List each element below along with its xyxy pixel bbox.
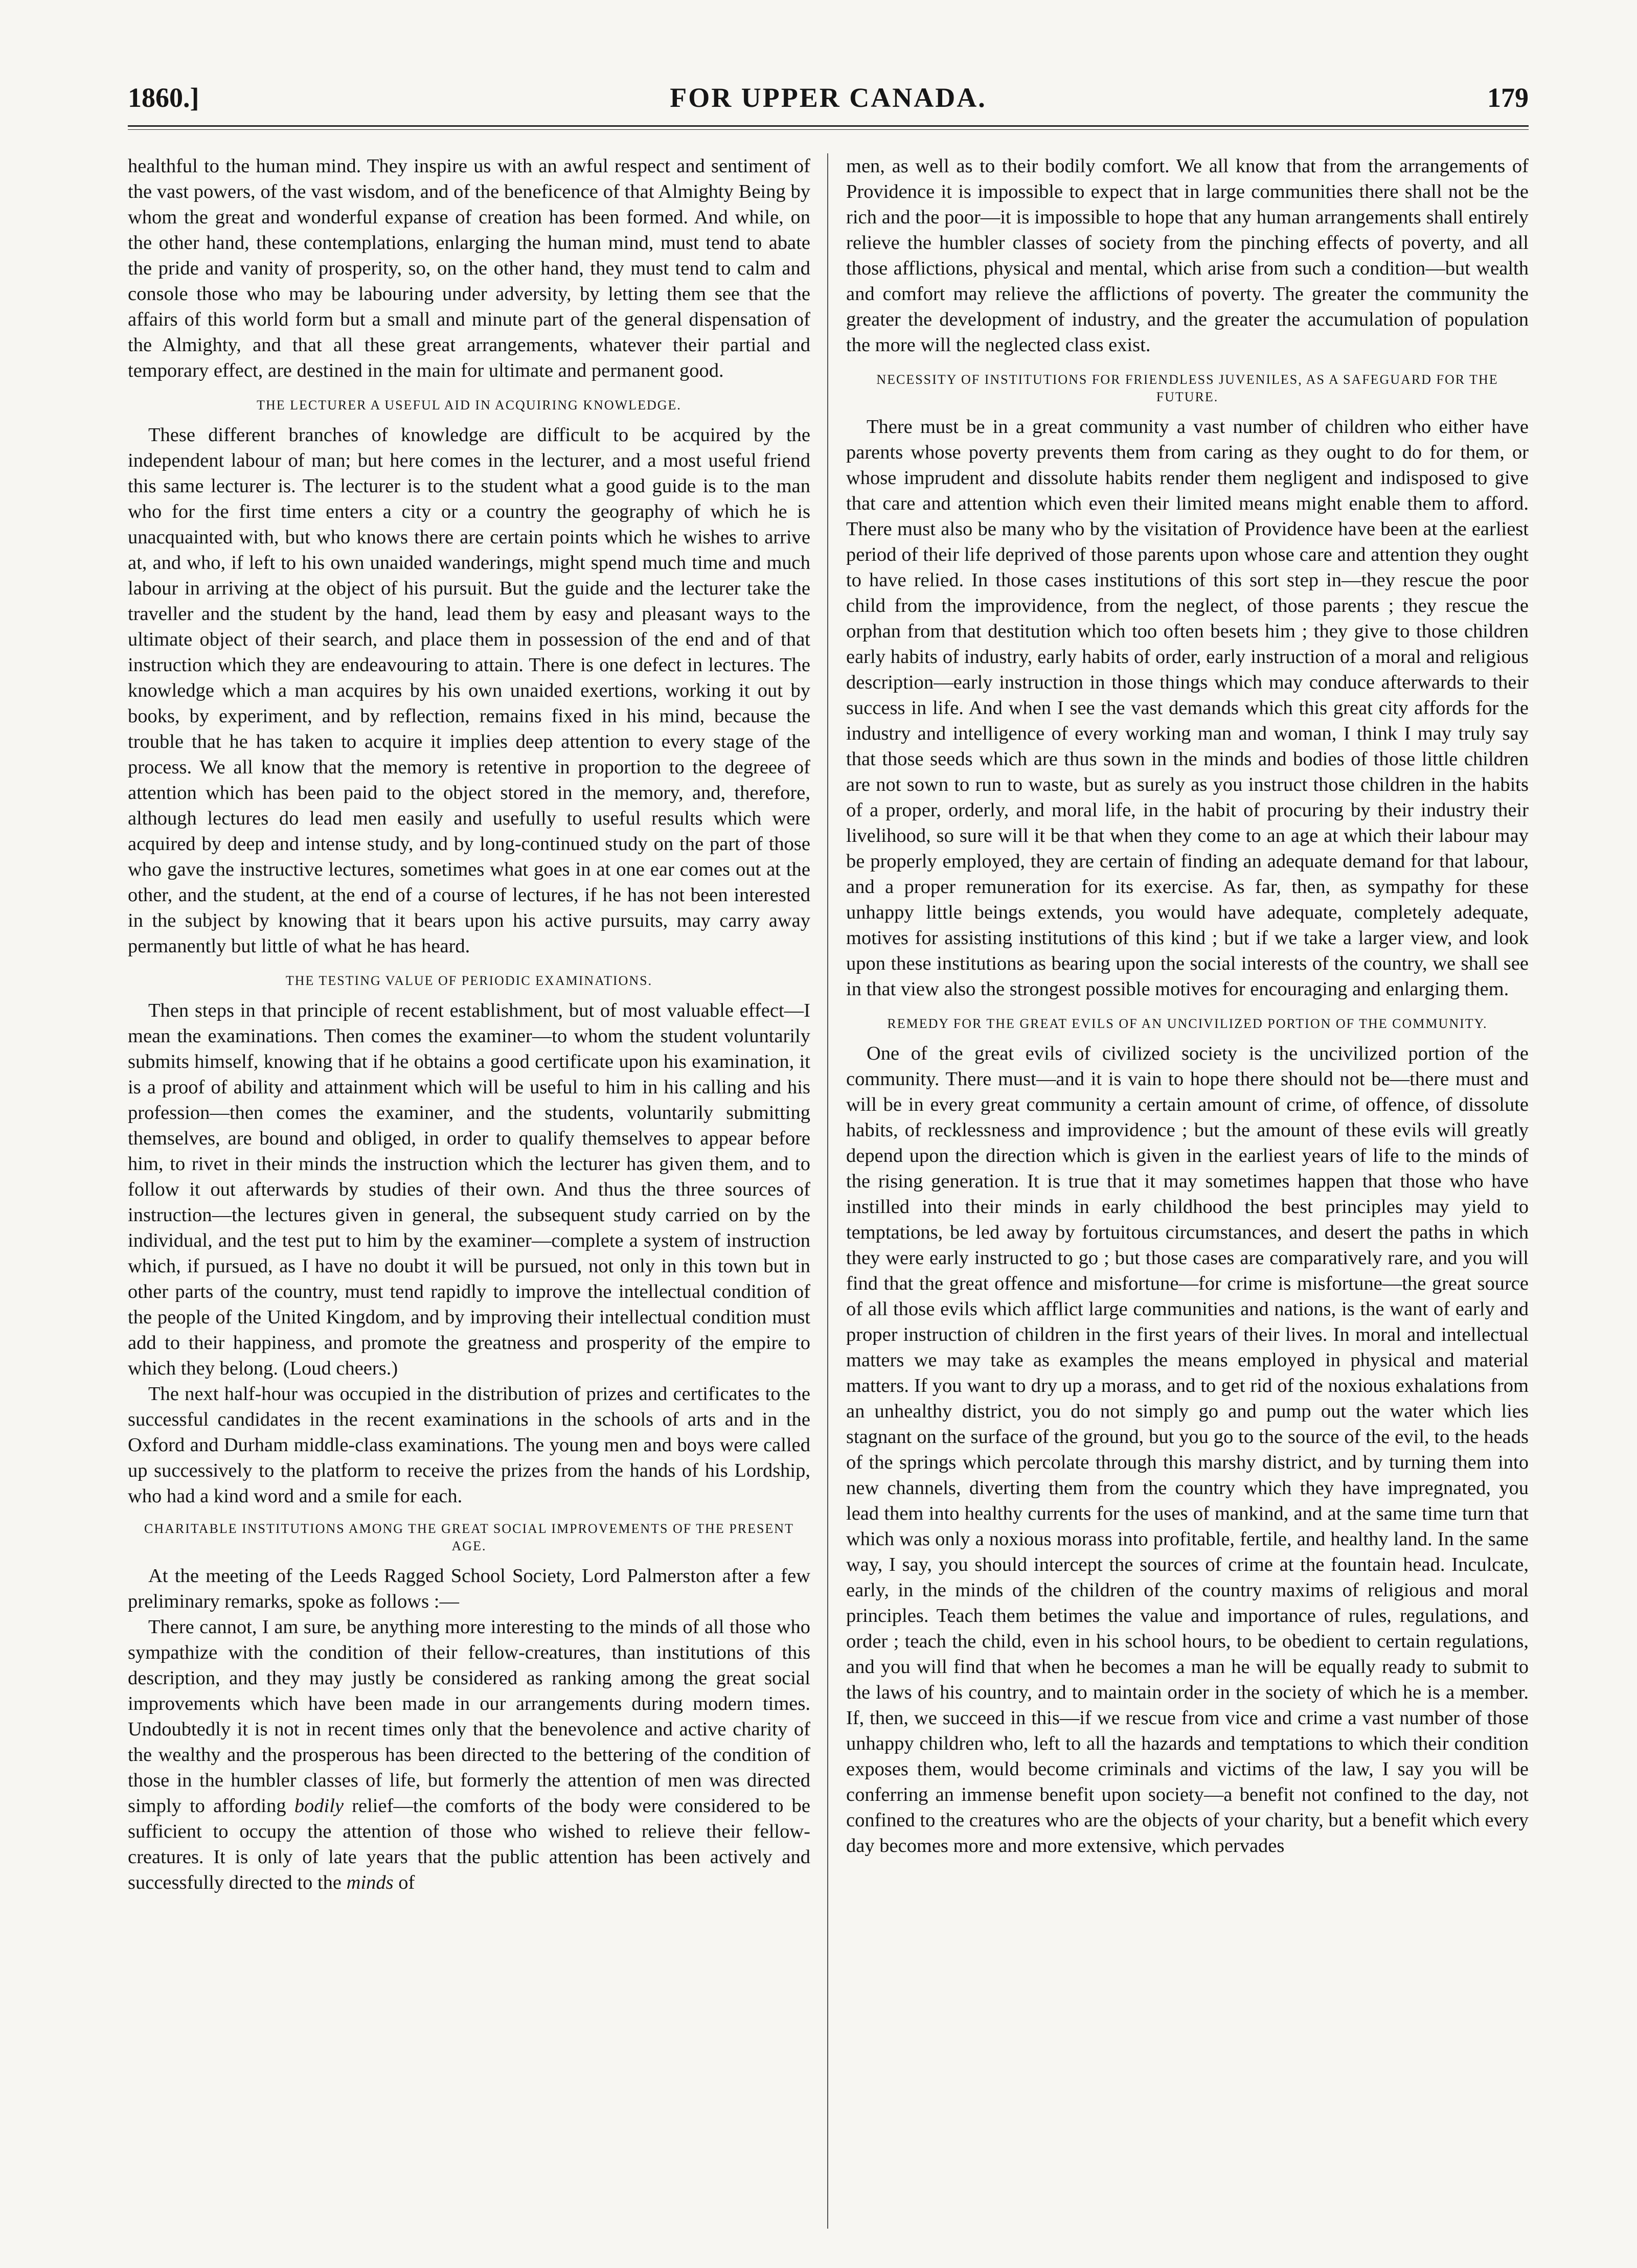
header-year: 1860.] [128, 82, 199, 113]
section-heading: THE LECTURER A USEFUL AID IN ACQUIRING KNOWLEDGE. [257, 398, 681, 413]
page-number: 179 [1487, 82, 1529, 113]
section-heading: THE TESTING VALUE OF PERIODIC EXAMINATIONS. [285, 973, 653, 988]
section-heading: NECESSITY OF INSTITUTIONS FOR FRIENDLESS JUVENILES, AS A SAFEGUARD FOR THE FUTURE. [876, 372, 1498, 404]
paragraph [128, 1614, 810, 1895]
header-rule [128, 125, 1529, 130]
column-divider [827, 153, 828, 2229]
paragraph: There must be in a great community a vast number of children who either have parents whose poverty prevents them from caring as they ought to do for them, or whose imprudent and dissolute habits render them negligent and indisposed to give that care and attention which even their limited means might enable them to afford. There must also be many who by the visitation of Providence have been at the earliest period of their life deprived of those parents upon whose care and attention they ought to have relied. In those cases institutions of this sort step in—they rescue the poor child from the improvidence, from the neglect, of those parents ; they rescue the orphan from that destitution which too often besets him ; they give to those children early habits of industry, early habits of order, early instruction of a moral and religious description—early instruction in those things which may conduce afterwards to their success in life. And when I see the vast demands which this great city affords for the industry and intelligence of every working man and woman, I think I may truly say that those seeds which are thus sown in the minds and bodies of those little children are not sown to run to waste, but as surely as you instruct those children in the habits of a proper, orderly, and moral life, in the habit of procuring by their industry their livelihood, so sure will it be that when they come to an age at which their labour may be properly employed, they are certain of finding an adequate demand for that labour, and a proper remuneration for its exercise. As far, then, as sympathy for these unhappy little beings extends, you would have adequate, completely adequate, motives for assisting institutions of this kind ; but if we take a larger view, and look upon these institutions as bearing upon the social interests of the country, we shall see in that view also the strongest possible motives for encouraging and enlarging them. [846, 416, 1529, 1000]
paragraph: The next half-hour was occupied in the distribution of prizes and certificates to the successful candidates in the recent examinations in the schools of arts and in the Oxford and Durham middle-class examinations. The young men and boys were called up successively to the platform to receive the prizes from the hands of his Lordship, who had a kind word and a smile for each. [128, 1383, 810, 1507]
section-heading: CHARITABLE INSTITUTIONS AMONG THE GREAT SOCIAL IMPROVEMENTS OF THE PRESENT AGE. [144, 1521, 794, 1553]
section-heading: REMEDY FOR THE GREAT EVILS OF AN UNCIVILIZED PORTION OF THE COMMUNITY. [887, 1016, 1488, 1031]
left-column [128, 153, 810, 2239]
paragraph: One of the great evils of civilized society is the uncivilized portion of the community. There must—and it is vain to hope there should not be—there must and will be in every great community a certain amount of crime, of offence, of dissolute habits, of recklessness and improvidence ; but the amount of these evils will greatly depend upon the direction which is given in the earliest years of life to the minds of the rising generation. It is true that it may sometimes happen that those who have instilled into their minds in early childhood the best principles may yield to temptations, be led away by fortuitous circumstances, and desert the paths in which they were early instructed to go ; but those cases are comparatively rare, and you will find that the great offence and misfortune—for crime is misfortune—the great source of all those evils which afflict large communities and nations, is the want of early and proper instruction of children in the first years of their lives. In moral and intellectual matters we may take as examples the means employed in physical and material matters. If you want to dry up a morass, and to get rid of the noxious exhalations from an unhealthy district, you do not simply go and pump out the water which lies stagnant on the surface of the ground, but you go to the source of the evil, to the heads of the springs which percolate through this marshy district, and by turning them into new channels, diverting them from the country which they have impregnated, you lead them into healthy currents for the uses of mankind, and at the same time turn that which was only a noxious morass into profitable, fertile, and healthy land. In the same way, I say, you should intercept the sources of crime at the fountain head. Inculcate, early, in the minds of the children of the country maxims of religious and moral principles. Teach them betimes the value and importance of rules, regulations, and order ; teach the child, even in his school hours, to be obedient to certain regulations, and you will find that when he becomes a man he will be equally ready to submit to the laws of his country, and to maintain order in the society of which he is a member. If, then, we succeed in this—if we rescue from vice and crime a vast number of those unhappy children who, left to all the hazards and temptations to which their condition exposes them, would become criminals and victims of the law, I say you will be conferring an immense benefit upon society—a benefit not confined to the day, not confined to the creatures who are the objects of your charity, but a benefit which every day becomes more and more extensive, which pervades [846, 1043, 1529, 1857]
paragraph: healthful to the human mind. They inspire us with an awful respect and sentiment of the vast powers, of the vast wisdom, and of the beneficence of that Almighty Being by whom the great and wonderful expanse of creation has been formed. And while, on the other hand, these contemplations, enlarging the human mind, must tend to abate the pride and vanity of prosperity, so, on the other hand, they must tend to calm and console those who may be labouring under adversity, by letting them see that the affairs of this world form but a small and minute part of the general dispensation of the Almighty, and that all these great arrangements, whatever their partial and temporary effect, are destined in the main for ultimate and permanent good. [128, 155, 810, 381]
right-column [846, 153, 1529, 2239]
paragraph: men, as well as to their bodily comfort. We all know that from the arrangements of Providence it is impossible to expect that in large communities there shall not be the rich and the poor—it is impossible to hope that any human arrangements shall entirely relieve the humbler classes of society from the pinching effects of poverty, and all those afflictions, physical and mental, which arise from such a condition—but wealth and comfort may relieve the afflictions of poverty. The greater the community the greater the development of industry, and the greater the accumulation of population the more will the neglected class exist. [846, 155, 1529, 356]
text-run: of [398, 1872, 415, 1893]
paragraph: Then steps in that principle of recent establishment, but of most valuable effect—I mean the examinations. Then comes the examiner—to whom the student voluntarily submits himself, knowing that if he obtains a good certificate upon his examination, it is a proof of ability and attainment which will be useful to him in his calling and his profession—then comes the examiner, and the students, voluntarily submitting themselves, are bound and obliged, in order to qualify themselves to appear before him, to rivet in their minds the instruction which the lecturer has given them, and to follow it out afterwards by studies of their own. And thus the three sources of instruction—the lectures given in general, the subsequent study carried on by the individual, and the test put to him by the examiner—complete a system of instruction which, if pursued, as I have no doubt it will be pursued, not only in this town but in other parts of the country, must tend rapidly to improve the intellectual condition of the people of the United Kingdom, and by improving their intellectual condition must add to their happiness, and promote the greatness and prosperity of the empire to which they belong. (Loud cheers.) [128, 1000, 810, 1379]
text-run: There cannot, I am sure, be anything more interesting to the minds of all those who sympathize with the condition of their fellow-creatures, than institutions of this description, and they may justly be considered as ranking among the great social improvements which have been made in our arrangements during modern times. Undoubtedly it is not in recent times only that the benevolence and active charity of the wealthy and the prosperous has been directed to the bettering of the condition of those in the humbler classes of life, but formerly the attention of men was directed simply to affording [128, 1616, 810, 1817]
italic-run: minds [346, 1872, 394, 1893]
paragraph: These different branches of knowledge are difficult to be acquired by the independent labour of man; but here comes in the lecturer, and a most useful friend this same lecturer is. The lecturer is to the student what a good guide is to the man who for the first time enters a city or a country the geography of which he is unacquainted with, but who knows there are certain points which he wishes to arrive at, and who, if left to his own unaided wanderings, might spend much time and much labour in arriving at the object of his pursuit. But the guide and the lecturer take the traveller and the student by the hand, lead them by easy and pleasant ways to the ultimate object of their search, and place them in possession of the end and of that instruction which they are endeavouring to attain. There is one defect in lectures. The knowledge which a man acquires by his own unaided exertions, working it out by books, by experiment, and by reflection, remains fixed in his mind, because the trouble that he has taken to acquire it implies deep attention to every stage of the process. We all know that the memory is retentive in proportion to the degreee of attention which has been paid to the object stored in the memory, and, therefore, although lectures do lead men easily and usefully to useful results which were acquired by deep and intense study, and by long-continued study on the part of those who gave the instructive lectures, sometimes what goes in at one ear comes out at the other, and the student, at the end of a course of lectures, if he has not been interested in the subject by knowing that it bears upon his active pursuits, may carry away permanently but little of what he has heard. [128, 424, 810, 957]
header-title: FOR UPPER CANADA. [670, 82, 987, 113]
paragraph: At the meeting of the Leeds Ragged School Society, Lord Palmerston after a few preliminary remarks, spoke as follows :— [128, 1565, 810, 1612]
italic-run: bodily [294, 1795, 344, 1817]
page-header [128, 77, 1529, 133]
text-run: relief—the comforts of the body were considered to be sufficient to occupy the attention of those who wished to relieve their fellow-creatures. It is only of late years that the public attention has been actively and successfully directed to the [128, 1795, 810, 1893]
